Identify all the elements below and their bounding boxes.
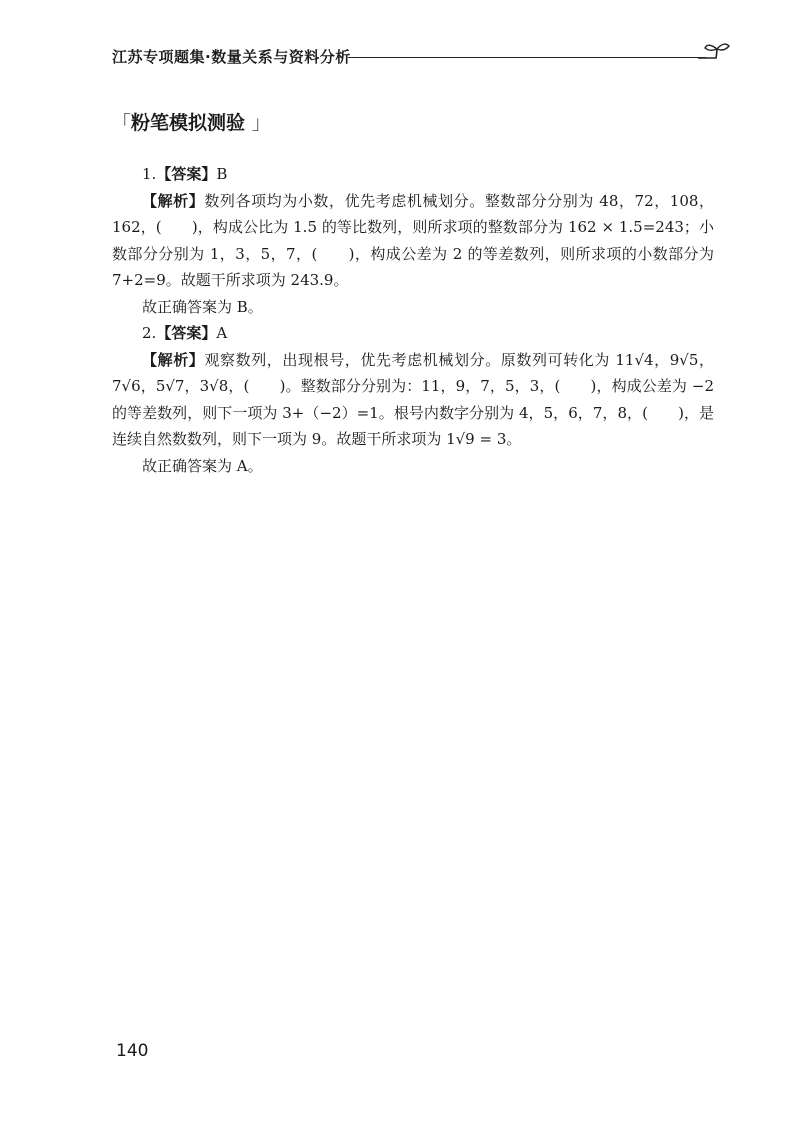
q1-answer-label: 【答案】 — [156, 165, 217, 183]
running-header — [112, 40, 732, 70]
section-title-text: 粉笔模拟测验 — [131, 112, 246, 134]
q2-answer-line — [112, 320, 714, 347]
page-number: 140 — [116, 1041, 149, 1061]
q1-analysis-text: 数列各项均为小数，优先考虑机械划分。整数部分分别为 48，72，108，162，( )，构成公比为 1.5 的等比数列，则所求项的整数部分为 162 × 1.5=243；小数部分分别为 1，3，5，7，( )，构成公差为 2 的等差数列，则所求项的小数部分为 7+2=9。故题干所求项为 243.9。 — [112, 191, 714, 289]
q2-conclusion: 故正确答案为 A。 — [142, 456, 263, 475]
q1-analysis-label: 【解析】 — [142, 191, 205, 210]
header-rule — [348, 57, 706, 58]
section-title — [112, 108, 271, 135]
section-open-bracket: 「 — [112, 112, 132, 134]
q2-analysis-text: 观察数列，出现根号，优先考虑机械划分。原数列可转化为 11√4，9√5，7√6，5√7，3√8，( )。整数部分分别为：11，9，7，5，3，( )，构成公差为 −2 的等差数列，则下一项为 3+（−2）=1。根号内数字分别为 4，5，6，7，8，( )，是连续自然数数列，则下一项为 9。故题干所求项为 1√9 = 3。 — [112, 350, 714, 448]
q1-conclusion: 故正确答案为 B。 — [142, 297, 263, 316]
q1-analysis — [112, 188, 714, 294]
q2-answer: A — [216, 324, 228, 342]
answer-content — [112, 161, 714, 479]
q1-answer-line — [112, 161, 714, 188]
q1-number: 1. — [142, 165, 157, 183]
q2-answer-label: 【答案】 — [156, 324, 217, 342]
q2-analysis — [112, 347, 714, 453]
sprout-icon — [696, 40, 732, 70]
section-close-bracket: 」 — [251, 112, 271, 134]
q2-number: 2. — [142, 324, 157, 342]
q1-answer: B — [216, 165, 228, 183]
header-title: 江苏专项题集·数量关系与资料分析 — [112, 48, 351, 66]
q2-analysis-label: 【解析】 — [142, 350, 205, 369]
